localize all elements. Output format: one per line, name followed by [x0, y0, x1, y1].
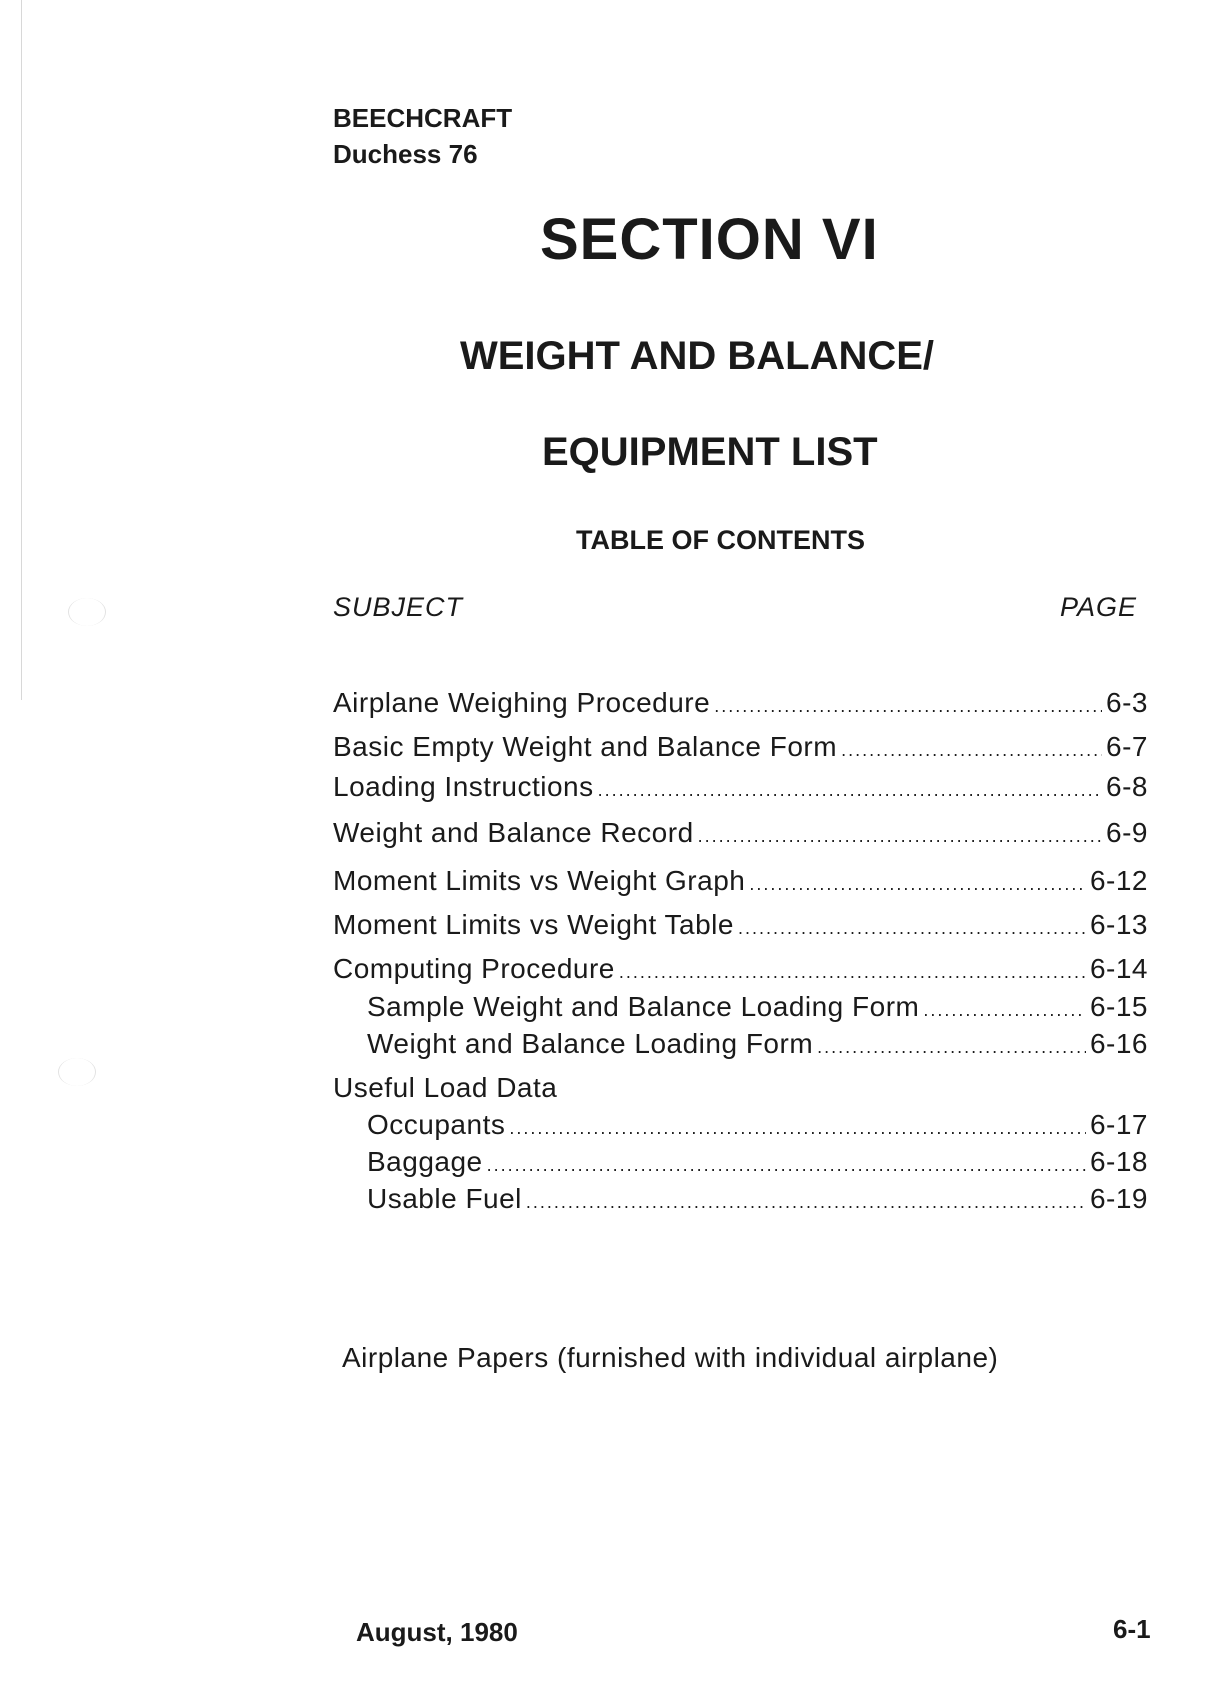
- toc-column-subject: SUBJECT: [333, 592, 464, 622]
- toc-entry-page: 6-3: [1106, 687, 1148, 718]
- toc-group-heading: [333, 1071, 1148, 1105]
- dot-leader: [738, 911, 1086, 945]
- table-of-contents: [333, 0, 1148, 1698]
- toc-entry-page: 6-18: [1089, 1146, 1148, 1177]
- toc-entry-label: Sample Weight and Balance Loading Form: [367, 991, 920, 1022]
- toc-entry[interactable]: [367, 1145, 1148, 1182]
- toc-entry-label: Weight and Balance Record: [333, 817, 694, 848]
- toc-entry[interactable]: [333, 770, 1148, 807]
- dot-leader: [509, 1111, 1086, 1145]
- dot-leader: [714, 689, 1102, 723]
- toc-entry[interactable]: [333, 686, 1148, 723]
- toc-entry-page: 6-15: [1089, 991, 1148, 1022]
- manufacturer-name: BEECHCRAFT: [333, 103, 513, 133]
- toc-entry-label: Basic Empty Weight and Balance Form: [333, 731, 838, 762]
- toc-entry-label: Usable Fuel: [367, 1183, 522, 1214]
- toc-entry[interactable]: [367, 1108, 1148, 1145]
- dot-leader: [749, 867, 1086, 901]
- dot-leader: [817, 1030, 1086, 1064]
- toc-heading: TABLE OF CONTENTS: [576, 525, 865, 555]
- model-name: Duchess 76: [333, 139, 478, 169]
- toc-entry[interactable]: [367, 1027, 1148, 1064]
- footer-date: August, 1980: [356, 1617, 518, 1647]
- toc-entry-label: Moment Limits vs Weight Table: [333, 909, 734, 940]
- toc-entry[interactable]: [333, 864, 1148, 901]
- toc-entry-page: 6-14: [1089, 953, 1148, 984]
- toc-entry[interactable]: [333, 908, 1148, 945]
- toc-entry-label: Occupants: [367, 1109, 506, 1140]
- dot-leader: [619, 955, 1086, 989]
- toc-entry[interactable]: [333, 730, 1148, 767]
- dot-leader: [526, 1185, 1086, 1219]
- toc-entry-page: 6-13: [1089, 909, 1148, 940]
- toc-entry-page: 6-19: [1089, 1183, 1148, 1214]
- toc-entry-page: 6-17: [1089, 1109, 1148, 1140]
- punch-hole-mark: [68, 598, 106, 626]
- toc-entry-label: Airplane Weighing Procedure: [333, 687, 711, 718]
- toc-entry[interactable]: [367, 1182, 1148, 1219]
- toc-entry-label: Useful Load Data: [333, 1072, 558, 1103]
- toc-entry-page: 6-9: [1106, 817, 1148, 848]
- toc-entry-page: 6-8: [1106, 771, 1148, 802]
- section-subtitle-line1: WEIGHT AND BALANCE/: [460, 334, 935, 378]
- section-subtitle-line2: EQUIPMENT LIST: [542, 430, 878, 474]
- dot-leader: [923, 993, 1086, 1027]
- toc-entry-label: Baggage: [367, 1146, 483, 1177]
- section-title: SECTION VI: [540, 207, 879, 272]
- dot-leader: [841, 733, 1102, 767]
- dot-leader: [487, 1148, 1086, 1182]
- dot-leader: [598, 773, 1102, 807]
- toc-entry-label: Computing Procedure: [333, 953, 615, 984]
- toc-entry-label: Moment Limits vs Weight Graph: [333, 865, 746, 896]
- toc-entry-page: 6-16: [1089, 1028, 1148, 1059]
- toc-column-page: PAGE: [1060, 592, 1138, 622]
- toc-entry[interactable]: [333, 816, 1148, 853]
- dot-leader: [698, 819, 1102, 853]
- toc-entry-page: 6-7: [1106, 731, 1148, 762]
- toc-entry-label: Weight and Balance Loading Form: [367, 1028, 814, 1059]
- airplane-papers-note: Airplane Papers (furnished with individual airplane): [342, 1342, 999, 1373]
- punch-hole-mark: [58, 1058, 96, 1086]
- toc-entry[interactable]: [333, 952, 1148, 989]
- toc-entry-label: Loading Instructions: [333, 771, 594, 802]
- toc-entry[interactable]: [367, 990, 1148, 1027]
- footer-page-number: 6-1: [1113, 1614, 1151, 1644]
- toc-entry-page: 6-12: [1089, 865, 1148, 896]
- page-binding-edge: [21, 0, 22, 700]
